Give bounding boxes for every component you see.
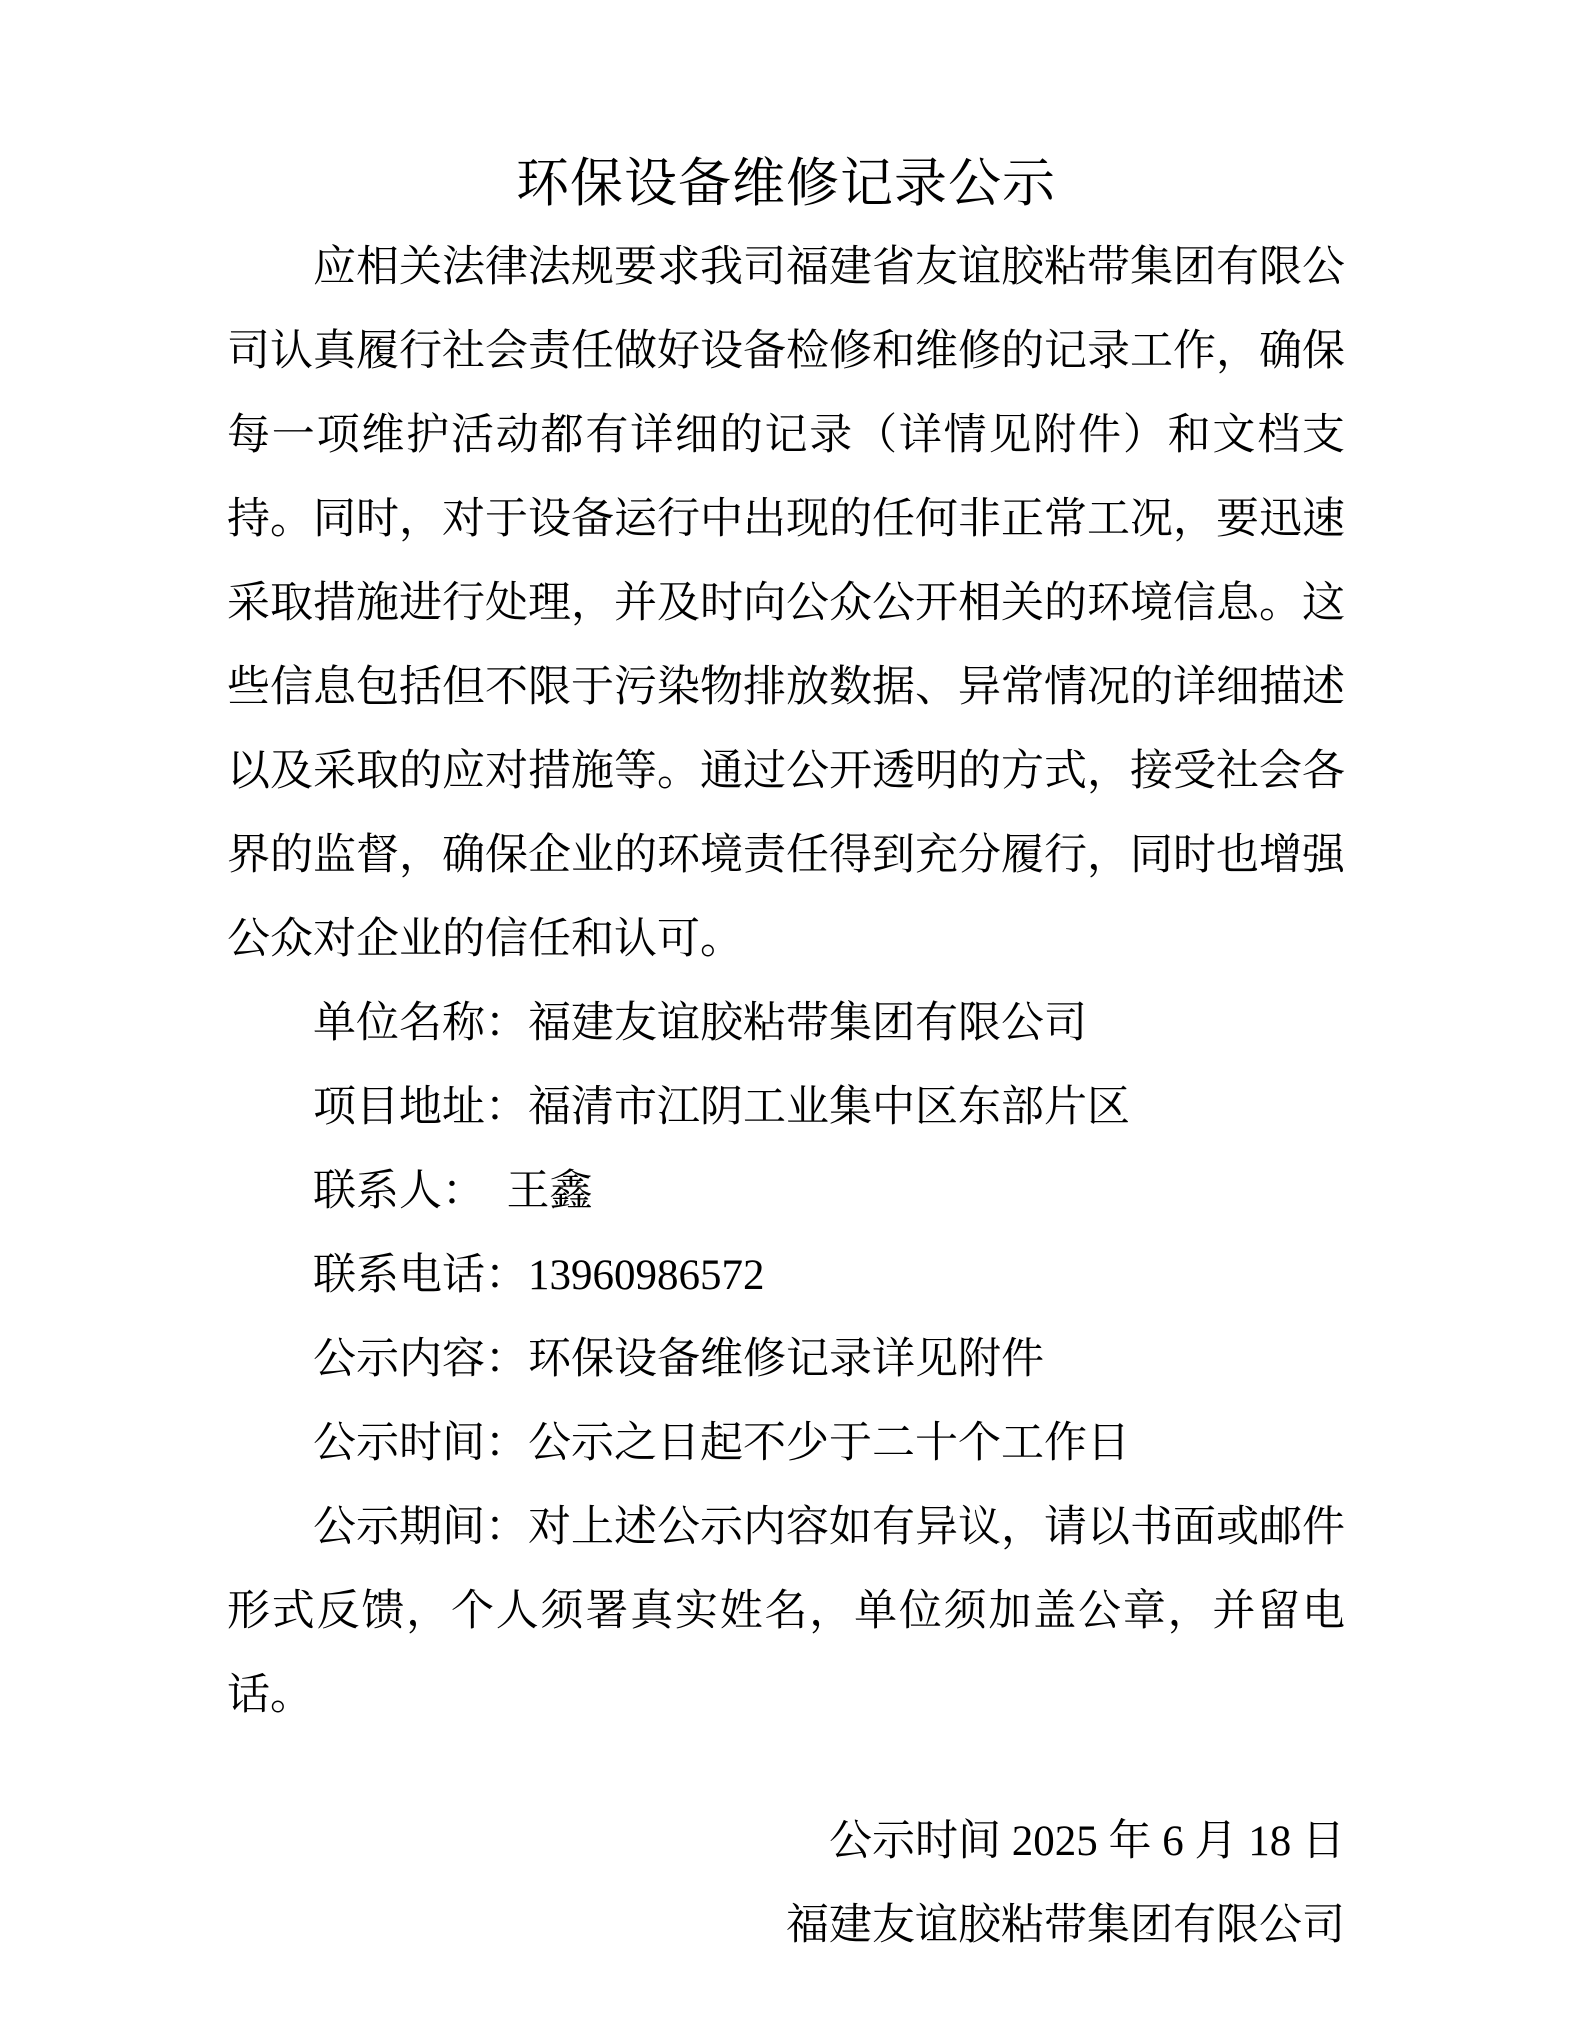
document-title: 环保设备维修记录公示 xyxy=(516,155,1056,213)
detail-line-project-address: 项目地址：福清市江阴工业集中区东部片区 xyxy=(313,1084,1130,1131)
signature-company-line: 福建友谊胶粘带集团有限公司 xyxy=(786,1902,1345,1949)
objection-paragraph: 公示期间：对上述公示内容如有异议，请以书面或邮件形式反馈，个人须署真实姓名，单位须加盖公章，并留电话。 xyxy=(227,1504,1345,1719)
detail-line-unit-name: 单位名称：福建友谊胶粘带集团有限公司 xyxy=(313,1000,1087,1047)
detail-line-contact-person: 联系人： 王鑫 xyxy=(313,1168,593,1215)
detail-line-announcement-duration: 公示时间：公示之日起不少于二十个工作日 xyxy=(313,1420,1130,1467)
detail-line-announcement-content: 公示内容：环保设备维修记录详见附件 xyxy=(313,1336,1044,1383)
signature-date-line: 公示时间 2025 年 6 月 18 日 xyxy=(829,1818,1345,1865)
body-paragraph: 应相关法律法规要求我司福建省友谊胶粘带集团有限公司认真履行社会责任做好设备检修和维修的记录工作，确保每一项维护活动都有详细的记录（详情见附件）和文档支持。同时，对于设备运行中出现的任何非正常工况，要迅速采取措施进行处理，并及时向公众公开相关的环境信息。这些信息包括但不限于污染物排放数据、异常情况的详细描述以及采取的应对措施等。通过公开透明的方式，接受社会各界的监督，确保企业的环境责任得到充分履行，同时也增强公众对企业的信任和认可。 xyxy=(227,244,1345,963)
signature-block xyxy=(227,1800,1345,1968)
detail-line-contact-phone: 联系电话：13960986572 xyxy=(313,1252,765,1299)
document-content xyxy=(227,142,1345,1968)
